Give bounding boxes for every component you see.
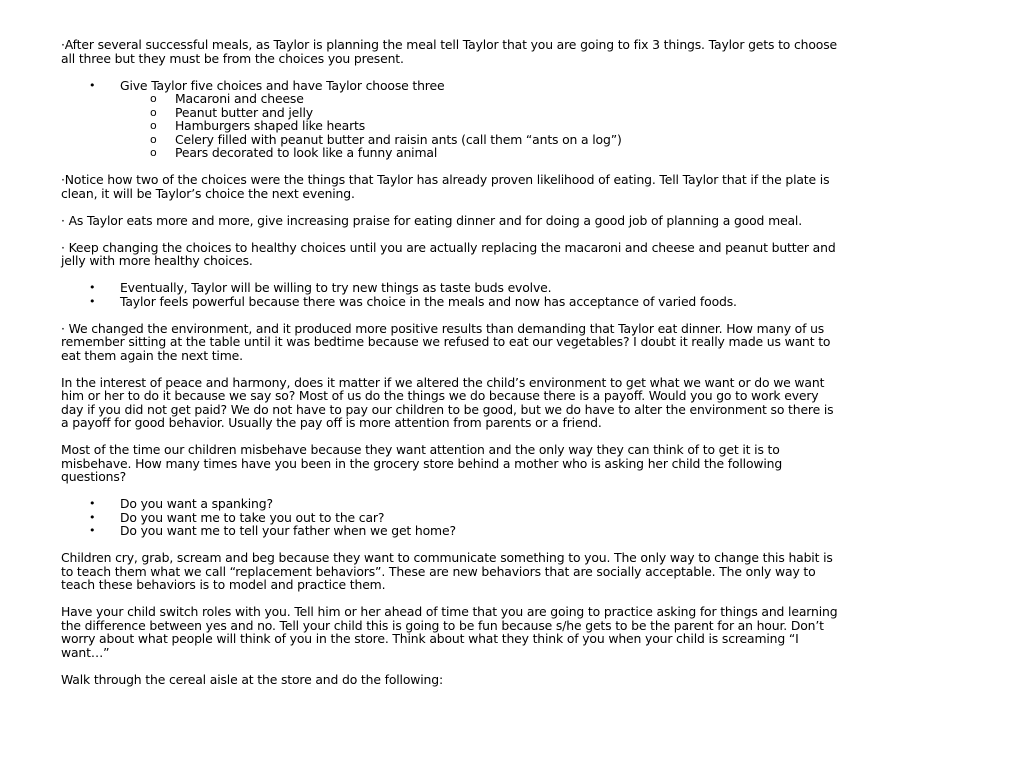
outcomes-list (61, 281, 841, 308)
paragraph-meal-planning: ·After several successful meals, as Taylor is planning the meal tell Taylor that you are going to fix 3 things. Taylor gets to choose all three but they must be from the choices you present. (61, 37, 838, 66)
list-item (61, 79, 841, 160)
sub-list-item-text: Pears decorated to look like a funny animal (175, 145, 438, 160)
bullet-icon: • (89, 281, 96, 294)
list-item (61, 497, 841, 511)
paragraph-misbehave: Most of the time our children misbehave because they want attention and the only way they can think of to get it is to misbehave. How many times have you been in the grocery store behind a mother who is asking her child the following questions? (61, 442, 783, 484)
circle-bullet-icon: o (150, 119, 157, 132)
list-item-text: Do you want me to tell your father when we get home? (120, 523, 456, 538)
circle-bullet-icon: o (150, 92, 157, 105)
list-item-text: Give Taylor five choices and have Taylor choose three (120, 77, 445, 93)
bullet-icon: • (89, 78, 96, 92)
paragraph-switch-roles: Have your child switch roles with you. Tell him or her ahead of time that you are going to practice asking for things and learning the difference between yes and no. Tell your child this is going to be fun because s/he gets to be the parent for an hour. Don’t worry about what people will think of you in the store. Think about what they think of you when your child is screaming “I want…” (61, 604, 838, 660)
sub-list-item-text: Hamburgers shaped like hearts (175, 118, 366, 133)
sub-list-item-text: Celery filled with peanut butter and raisin ants (call them “ants on a log”) (175, 131, 622, 147)
circle-bullet-icon: o (150, 146, 157, 159)
choices-list (61, 79, 841, 160)
circle-bullet-icon: o (150, 132, 157, 146)
sub-list-item (61, 146, 841, 160)
sub-list-item-text: Macaroni and cheese (175, 91, 304, 106)
paragraph-healthy-choices: · Keep changing the choices to healthy choices until you are actually replacing the macaroni and cheese and peanut butter and jelly with more healthy choices. (61, 239, 836, 268)
list-item (61, 511, 841, 525)
document-page (61, 38, 841, 700)
list-item (61, 295, 841, 309)
sub-list-item (61, 106, 841, 120)
list-item (61, 281, 841, 295)
paragraph-replacement-behaviors: Children cry, grab, scream and beg because they want to communicate something to you. The only way to change this habit is to teach them what we call “replacement behaviors”. These are new behaviors that are socially acceptable. The only way to teach these behaviors is to model and practice them. (61, 550, 833, 592)
sub-list-item-text: Peanut butter and jelly (175, 104, 313, 120)
list-item-text: Eventually, Taylor will be willing to try new things as taste buds evolve. (120, 280, 552, 295)
list-item-text: Taylor feels powerful because there was choice in the meals and now has acceptance of varied foods. (120, 293, 737, 309)
sub-list-item (61, 119, 841, 133)
food-choices-sublist (120, 92, 841, 160)
bullet-icon: • (89, 294, 96, 308)
sub-list-item (61, 92, 841, 106)
sub-list-item (61, 133, 841, 147)
paragraph-environment: · We changed the environment, and it produced more positive results than demanding that Taylor eat dinner. How many of us remember sitting at the table until it was bedtime because we refused to eat our vegetables? I doubt it really made us want to eat them again the next time. (61, 320, 831, 363)
bullet-icon: • (89, 524, 96, 537)
paragraph-notice-choices: ·Notice how two of the choices were the things that Taylor has already proven likelihood of eating. Tell Taylor that if the plate is clean, it will be Taylor’s choice the next evening. (61, 172, 830, 201)
questions-list (61, 497, 841, 538)
paragraph-peace-harmony: In the interest of peace and harmony, does it matter if we altered the child’s environment to get what we want or do we want him or her to do it because we say so? Most of us do the things we do because there is a payoff. Would you go to work every day if you did not get paid? We do not have to pay our children to be good, but we do have to alter the environment so there is a payoff for good behavior. Usually the pay off is more attention from parents or a friend. (61, 374, 834, 430)
list-item (61, 524, 841, 538)
list-item-text: Do you want a spanking? (120, 496, 273, 511)
list-item-text: Do you want me to take you out to the car? (120, 509, 385, 525)
paragraph-cereal-aisle: Walk through the cereal aisle at the store and do the following: (61, 671, 443, 687)
paragraph-praise: · As Taylor eats more and more, give increasing praise for eating dinner and for doing a good job of planning a good meal. (61, 212, 802, 228)
circle-bullet-icon: o (150, 105, 157, 119)
bullet-icon: • (89, 497, 96, 510)
bullet-icon: • (89, 510, 96, 524)
